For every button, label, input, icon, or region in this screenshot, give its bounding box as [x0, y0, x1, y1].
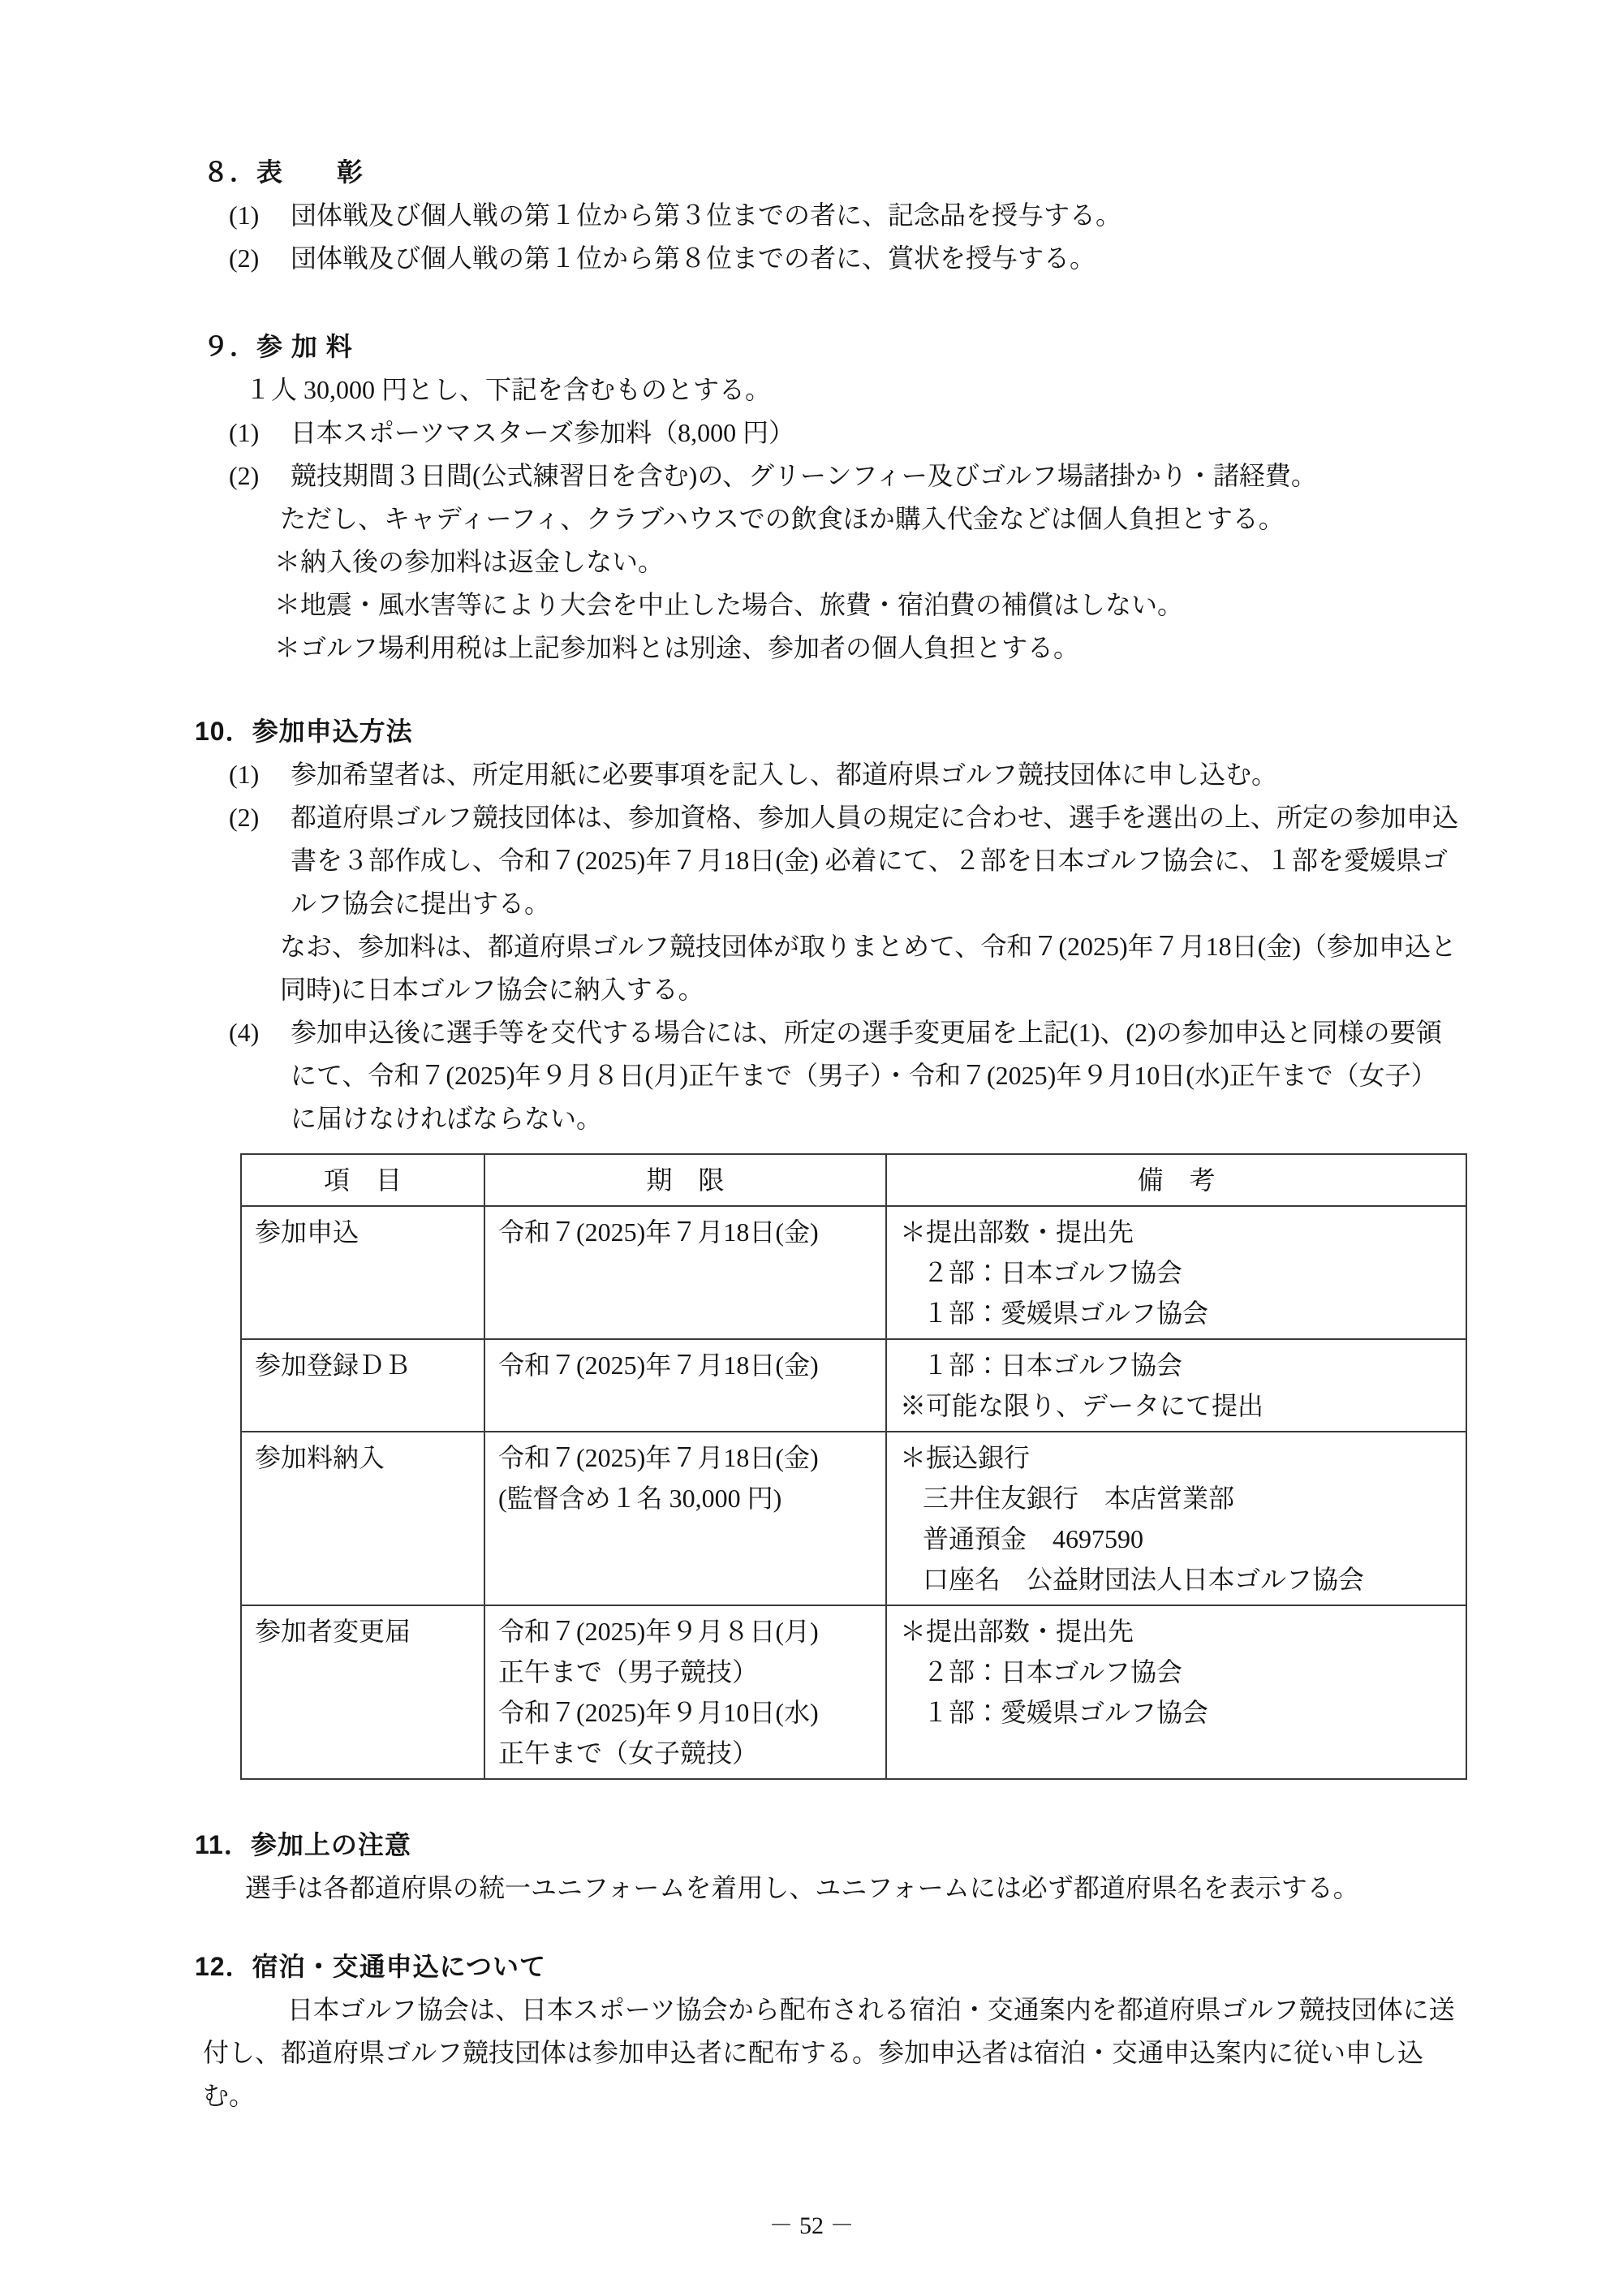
cell-line: ２部：日本ゴルフ協会 — [923, 1657, 1183, 1686]
item-text: 参加希望者は、所定用紙に必要事項を記入し、都道府県ゴルフ競技団体に申し込む。 — [291, 760, 1278, 789]
item-number: (1) — [229, 200, 260, 230]
table-header-row — [241, 1154, 1466, 1206]
cell-line: 令和７(2025)年９月８日(月) — [498, 1617, 819, 1646]
cell-line: １部：愛媛県ゴルフ協会 — [923, 1299, 1209, 1328]
item-number: (2) — [229, 243, 260, 273]
cell-deadline — [484, 1339, 886, 1432]
section-notice — [195, 1824, 1461, 1910]
cell-remarks — [886, 1432, 1466, 1605]
cell-item: 参加登録ＤＢ — [241, 1339, 484, 1432]
table-row — [241, 1339, 1466, 1432]
item-number: (4) — [229, 1018, 260, 1047]
fee-intro: １人 30,000 円とし、下記を含むものとする。 — [245, 375, 772, 404]
cell-line: ＊提出部数・提出先 — [900, 1617, 1134, 1646]
table-row — [241, 1432, 1466, 1605]
item-number: (2) — [229, 461, 260, 490]
col-header-deadline: 期 限 — [484, 1154, 886, 1206]
col-header-remarks: 備 考 — [886, 1154, 1466, 1206]
list-item — [229, 454, 1461, 498]
list-item — [229, 1011, 1461, 1140]
cell-remarks — [886, 1605, 1466, 1779]
section-heading: 10．参加申込方法 — [195, 717, 413, 746]
cell-line: 正午まで（男子競技） — [498, 1657, 759, 1686]
item-text: 都道府県ゴルフ競技団体は、参加資格、参加人員の規定に合わせ、選手を選出の上、所定の参加申込書を３部作成し、令和７(2025)年７月18日(金) 必着にて、２部を日本ゴルフ協会に、１部を愛媛県ゴルフ協会に提出する。 — [291, 803, 1459, 918]
cell-line: 口座名 公益財団法人日本ゴルフ協会 — [923, 1565, 1365, 1594]
list-item — [229, 411, 1461, 454]
fee-asterisk-note: ＊ゴルフ場利用税は上記参加料とは別途、参加者の個人負担とする。 — [274, 633, 1080, 662]
item-number: (1) — [229, 418, 260, 447]
cell-line: ＊振込銀行 — [900, 1443, 1031, 1472]
item-text: 団体戦及び個人戦の第１位から第８位までの者に、賞状を授与する。 — [291, 243, 1096, 273]
fee-asterisk-note: ＊地震・風水害等により大会を中止した場合、旅費・宿泊費の補償はしない。 — [274, 590, 1184, 619]
section-heading: ８．表 彰 — [203, 157, 364, 187]
list-item — [229, 753, 1461, 796]
fee-asterisk-note: ＊納入後の参加料は返金しない。 — [274, 547, 665, 576]
section-fee — [195, 325, 1461, 670]
item-continuation: なお、参加料は、都道府県ゴルフ競技団体が取りまとめて、令和７(2025)年７月18日(金)（参加申込と同時)に日本ゴルフ協会に納入する。 — [280, 932, 1457, 1004]
cell-line: １部：愛媛県ゴルフ協会 — [923, 1698, 1209, 1727]
cell-deadline — [484, 1432, 886, 1605]
item-text: 団体戦及び個人戦の第１位から第３位までの者に、記念品を授与する。 — [291, 200, 1122, 230]
list-item — [229, 194, 1461, 237]
cell-line: 普通預金 4697590 — [923, 1524, 1144, 1553]
cell-item: 参加申込 — [241, 1206, 484, 1339]
fee-note: ただし、キャディーフィ、クラブハウスでの飲食ほか購入代金などは個人負担とする。 — [280, 504, 1285, 533]
cell-deadline — [484, 1605, 886, 1779]
item-text: 参加申込後に選手等を交代する場合には、所定の選手変更届を上記(1)、(2)の参加申込と同様の要領にて、令和７(2025)年９月８日(月)正午まで（男子）・令和７(2025)年９月10日(水)正午まで（女子）に届けなければならない。 — [291, 1018, 1442, 1133]
cell-remarks — [886, 1206, 1466, 1339]
list-item — [229, 237, 1461, 280]
cell-line: ＊提出部数・提出先 — [900, 1217, 1134, 1247]
table-row — [241, 1605, 1466, 1779]
section-heading: ９．参 加 料 — [203, 332, 353, 361]
cell-line: 令和７(2025)年７月18日(金) — [498, 1217, 819, 1247]
item-text: 日本スポーツマスターズ参加料（8,000 円） — [291, 418, 795, 447]
table-row — [241, 1206, 1466, 1339]
item-number: (2) — [229, 803, 260, 832]
item-text: 競技期間３日間(公式練習日を含む)の、グリーンフィー及びゴルフ場諸掛かり・諸経費。 — [291, 461, 1317, 490]
section-heading: 11．参加上の注意 — [195, 1830, 411, 1859]
cell-line: (監督含め１名 30,000 円) — [498, 1484, 782, 1513]
cell-line: 令和７(2025)年９月10日(水) — [498, 1698, 819, 1727]
application-deadline-table — [240, 1153, 1467, 1780]
cell-line: ２部：日本ゴルフ協会 — [923, 1258, 1183, 1287]
section-awards — [195, 151, 1461, 280]
cell-line: 令和７(2025)年７月18日(金) — [498, 1443, 819, 1472]
cell-line: 正午まで（女子競技） — [498, 1738, 759, 1768]
cell-line: 令和７(2025)年７月18日(金) — [498, 1350, 819, 1380]
cell-deadline — [484, 1206, 886, 1339]
cell-remarks — [886, 1339, 1466, 1432]
cell-item: 参加者変更届 — [241, 1605, 484, 1779]
section-lodging — [195, 1945, 1461, 2117]
section-application — [195, 710, 1461, 1780]
list-item — [229, 796, 1461, 925]
section-heading: 12．宿泊・交通申込について — [195, 1952, 546, 1981]
cell-line: ※可能な限り、データにて提出 — [900, 1391, 1264, 1420]
col-header-item: 項 目 — [241, 1154, 484, 1206]
notice-body: 選手は各都道府県の統一ユニフォームを着用し、ユニフォームには必ず都道府県名を表示する。 — [245, 1873, 1359, 1902]
cell-line: １部：日本ゴルフ協会 — [923, 1350, 1183, 1380]
page-number: － 52 － — [768, 2212, 855, 2239]
cell-line: 三井住友銀行 本店営業部 — [923, 1484, 1235, 1513]
item-number: (1) — [229, 760, 260, 789]
cell-item: 参加料納入 — [241, 1432, 484, 1605]
lodging-body: 日本ゴルフ協会は、日本スポーツ協会から配布される宿泊・交通案内を都道府県ゴルフ競技団体に送付し、都道府県ゴルフ競技団体は参加申込者に配布する。参加申込者は宿泊・交通申込案内に従い申し込む。 — [203, 1995, 1455, 2110]
